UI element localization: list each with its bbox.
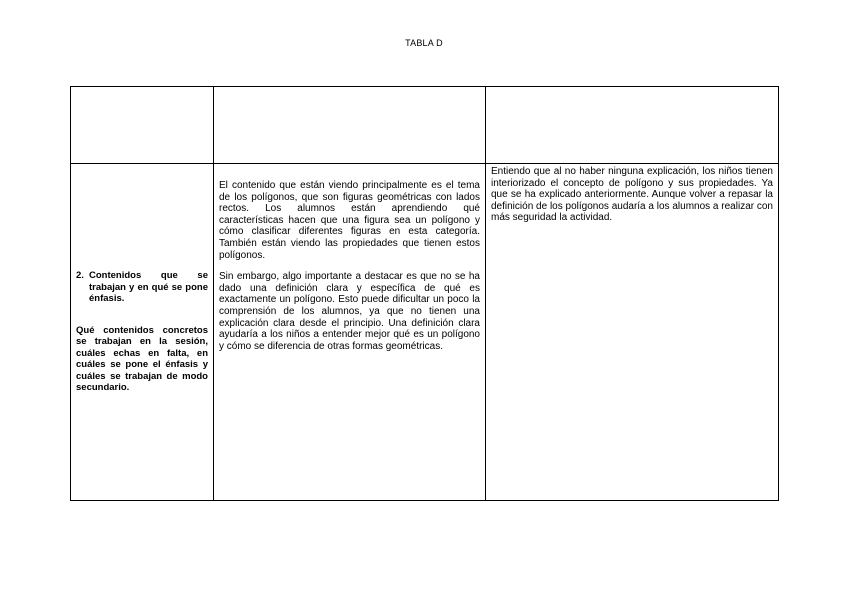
table-header-row: [71, 87, 779, 164]
criterion-heading-text: Contenidos que se trabajan y en qué se pone énfasis.: [89, 270, 208, 305]
criterion-question: Qué contenidos concretos se trabajan en la sesión, cuáles echas en falta, en cuáles se pone el énfasis y cuáles se trabajan de modo secundario.: [76, 324, 208, 394]
reflection-paragraph: Entiendo que al no haber ninguna explicación, los niños tienen interiorizado el concepto de polígono y sus propiedades. Ya que se ha explicado anteriormente. Aunque volver a repasar la definición de los polígonos audaría a los alumnos a realizar con más seguridad la actividad.: [491, 166, 773, 224]
empty-header-cell: [214, 87, 486, 164]
criterion-cell: [71, 164, 214, 501]
criterion-number: 2.: [76, 270, 84, 282]
observation-paragraph: Sin embargo, algo importante a destacar es que no se ha dado una definición clara y específica de qué es exactamente un polígono. Esto puede dificultar un poco la comprensión de los alumnos, ya que no tienen una explicación clara desde el principio. Una definición clara ayudaría a los niños a entender mejor qué es un polígono y cómo se diferencia de otras formas geométricas.: [219, 271, 480, 352]
reflection-cell: [486, 164, 779, 501]
criterion-heading: [76, 270, 208, 305]
observation-paragraph: El contenido que están viendo principalmente es el tema de los polígonos, que son figuras geométricas con lados rectos. Los alumnos están aprendiendo qué características hacen que una figura sea un polígono y cómo clasificar diferentes figuras en esta categoría. También están viendo las propiedades que tienen estos polígonos.: [219, 180, 480, 261]
empty-header-cell: [71, 87, 214, 164]
observation-cell: [214, 164, 486, 501]
observation-table: [70, 86, 779, 501]
table-row: [71, 164, 779, 501]
empty-header-cell: [486, 87, 779, 164]
document-title: TABLA D: [405, 38, 443, 48]
